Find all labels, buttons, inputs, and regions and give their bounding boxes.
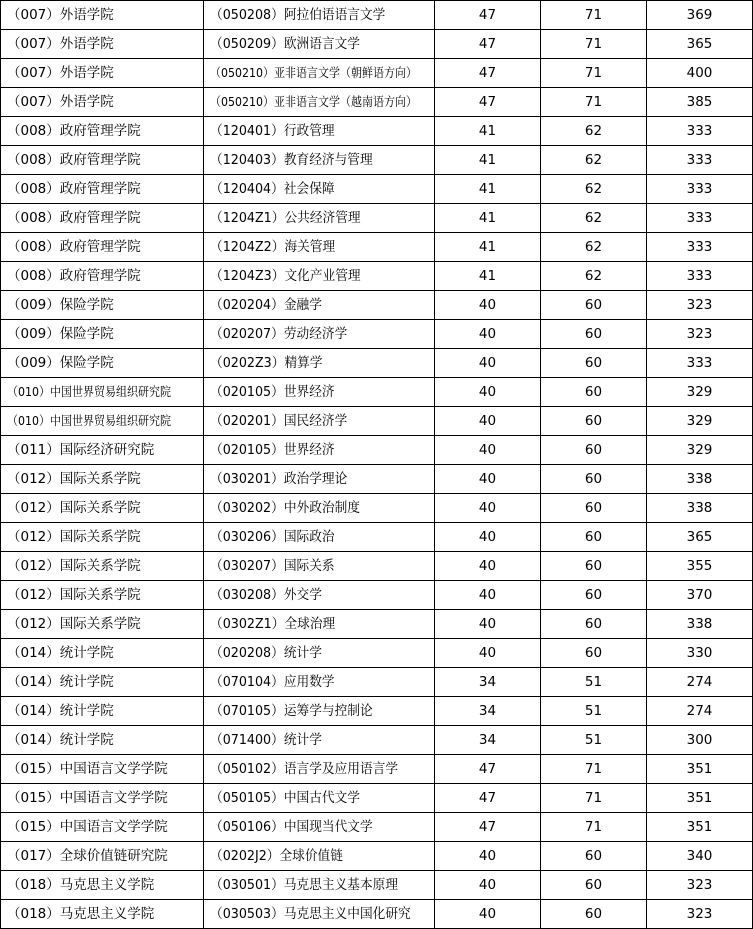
- table-row: [1, 30, 753, 59]
- college-label: （008）政府管理学院: [7, 209, 141, 226]
- college-label: （008）政府管理学院: [7, 238, 141, 255]
- cell-score-b: 51: [541, 668, 647, 697]
- table-row: [1, 494, 753, 523]
- college-label: （007）外语学院: [7, 64, 114, 81]
- cell-score-b: 71: [541, 30, 647, 59]
- college-label: （015）中国语言文学学院: [7, 789, 168, 806]
- cell-college: [1, 523, 204, 552]
- college-label: （008）政府管理学院: [7, 180, 141, 197]
- cell-major: [204, 813, 435, 842]
- cell-score-total: 351: [647, 755, 753, 784]
- table-row: [1, 523, 753, 552]
- cell-score-total: 340: [647, 842, 753, 871]
- cell-major: [204, 552, 435, 581]
- cell-score-b: 71: [541, 813, 647, 842]
- cell-score-b: 62: [541, 117, 647, 146]
- cell-score-a: 40: [435, 407, 541, 436]
- cell-major: [204, 407, 435, 436]
- cell-college: [1, 871, 204, 900]
- table-row: [1, 233, 753, 262]
- major-label: （050210）亚非语言文学（越南语方向）: [210, 93, 417, 109]
- cell-college: [1, 291, 204, 320]
- cell-major: [204, 175, 435, 204]
- cell-score-a: 41: [435, 175, 541, 204]
- cell-major: [204, 465, 435, 494]
- major-label: （030208）外交学: [210, 586, 322, 603]
- cell-score-b: 51: [541, 697, 647, 726]
- cell-college: [1, 494, 204, 523]
- cell-major: [204, 610, 435, 639]
- cell-score-total: 333: [647, 175, 753, 204]
- table-row: [1, 378, 753, 407]
- cell-score-b: 60: [541, 465, 647, 494]
- cell-score-a: 47: [435, 813, 541, 842]
- major-label: （030201）政治学理论: [210, 470, 348, 487]
- major-label: （0302Z1）全球治理: [210, 615, 336, 632]
- table-row: [1, 291, 753, 320]
- cell-major: [204, 204, 435, 233]
- college-label: （007）外语学院: [7, 6, 114, 23]
- cell-score-b: 60: [541, 320, 647, 349]
- table-body: [1, 1, 753, 929]
- cell-major: [204, 581, 435, 610]
- cell-score-b: 60: [541, 291, 647, 320]
- cell-major: [204, 668, 435, 697]
- table-row: [1, 262, 753, 291]
- cell-college: [1, 755, 204, 784]
- major-label: （050208）阿拉伯语语言文学: [210, 6, 386, 23]
- cell-score-a: 34: [435, 668, 541, 697]
- cell-score-total: 323: [647, 320, 753, 349]
- cell-score-a: 40: [435, 639, 541, 668]
- cell-score-b: 71: [541, 88, 647, 117]
- table-row: [1, 88, 753, 117]
- cell-score-a: 40: [435, 320, 541, 349]
- major-label: （030206）国际政治: [210, 528, 335, 545]
- cell-major: [204, 871, 435, 900]
- college-label: （011）国际经济研究院: [7, 441, 155, 458]
- college-label: （012）国际关系学院: [7, 499, 141, 516]
- major-label: （1204Z2）海关管理: [210, 238, 336, 255]
- cell-score-a: 41: [435, 233, 541, 262]
- cell-college: [1, 1, 204, 30]
- major-label: （050106）中国现当代文学: [210, 818, 373, 835]
- major-label: （050105）中国古代文学: [210, 789, 360, 806]
- cell-score-total: 400: [647, 59, 753, 88]
- cell-score-b: 60: [541, 494, 647, 523]
- cell-score-b: 60: [541, 900, 647, 929]
- cell-score-b: 62: [541, 262, 647, 291]
- cell-score-b: 60: [541, 610, 647, 639]
- cell-college: [1, 117, 204, 146]
- cell-major: [204, 697, 435, 726]
- cell-score-a: 47: [435, 30, 541, 59]
- cell-score-b: 62: [541, 204, 647, 233]
- college-label: （010）中国世界贸易组织研究院: [7, 383, 171, 399]
- cell-score-b: 60: [541, 581, 647, 610]
- major-label: （071400）统计学: [210, 731, 322, 748]
- college-label: （012）国际关系学院: [7, 470, 141, 487]
- cell-score-b: 51: [541, 726, 647, 755]
- college-label: （009）保险学院: [7, 296, 114, 313]
- college-label: （009）保险学院: [7, 325, 114, 342]
- cell-college: [1, 204, 204, 233]
- cell-major: [204, 494, 435, 523]
- cell-major: [204, 436, 435, 465]
- major-label: （020105）世界经济: [210, 383, 335, 400]
- cell-score-total: 338: [647, 610, 753, 639]
- cell-major: [204, 88, 435, 117]
- cell-score-total: 369: [647, 1, 753, 30]
- cell-major: [204, 262, 435, 291]
- college-label: （018）马克思主义学院: [7, 876, 155, 893]
- cell-score-b: 62: [541, 233, 647, 262]
- cell-college: [1, 88, 204, 117]
- cell-college: [1, 146, 204, 175]
- cell-score-b: 60: [541, 378, 647, 407]
- major-label: （030202）中外政治制度: [210, 499, 360, 516]
- cell-college: [1, 320, 204, 349]
- table-row: [1, 842, 753, 871]
- cell-major: [204, 726, 435, 755]
- cell-college: [1, 349, 204, 378]
- cell-college: [1, 639, 204, 668]
- cell-college: [1, 59, 204, 88]
- cell-major: [204, 146, 435, 175]
- cell-major: [204, 842, 435, 871]
- table-row: [1, 146, 753, 175]
- cell-score-a: 41: [435, 204, 541, 233]
- cell-major: [204, 784, 435, 813]
- major-label: （050209）欧洲语言文学: [210, 35, 360, 52]
- college-label: （009）保险学院: [7, 354, 114, 371]
- cell-score-b: 60: [541, 407, 647, 436]
- cell-score-b: 60: [541, 523, 647, 552]
- cell-major: [204, 639, 435, 668]
- table-row: [1, 697, 753, 726]
- cell-major: [204, 349, 435, 378]
- cell-score-a: 40: [435, 436, 541, 465]
- cell-score-total: 323: [647, 291, 753, 320]
- table-row: [1, 900, 753, 929]
- major-label: （120403）教育经济与管理: [210, 151, 373, 168]
- cell-major: [204, 378, 435, 407]
- cell-score-total: 338: [647, 465, 753, 494]
- major-label: （020208）统计学: [210, 644, 322, 661]
- college-label: （014）统计学院: [7, 731, 114, 748]
- cell-score-total: 329: [647, 436, 753, 465]
- cell-score-b: 71: [541, 755, 647, 784]
- cell-score-total: 355: [647, 552, 753, 581]
- major-label: （030503）马克思主义中国化研究: [210, 905, 411, 922]
- cell-score-a: 47: [435, 784, 541, 813]
- cell-score-total: 351: [647, 784, 753, 813]
- cell-score-a: 41: [435, 146, 541, 175]
- table-row: [1, 320, 753, 349]
- cell-score-total: 274: [647, 697, 753, 726]
- cell-score-b: 60: [541, 436, 647, 465]
- table-row: [1, 813, 753, 842]
- cell-college: [1, 436, 204, 465]
- cell-score-total: 365: [647, 30, 753, 59]
- cell-score-b: 60: [541, 552, 647, 581]
- cell-score-a: 40: [435, 871, 541, 900]
- table-row: [1, 610, 753, 639]
- cell-major: [204, 1, 435, 30]
- cell-major: [204, 523, 435, 552]
- table-row: [1, 175, 753, 204]
- cell-college: [1, 813, 204, 842]
- cell-score-total: 329: [647, 407, 753, 436]
- cell-score-b: 60: [541, 842, 647, 871]
- table-row: [1, 465, 753, 494]
- college-label: （012）国际关系学院: [7, 557, 141, 574]
- cell-score-total: 333: [647, 349, 753, 378]
- college-label: （010）中国世界贸易组织研究院: [7, 412, 171, 428]
- cell-score-b: 60: [541, 639, 647, 668]
- college-label: （008）政府管理学院: [7, 122, 141, 139]
- cell-college: [1, 175, 204, 204]
- major-label: （1204Z3）文化产业管理: [210, 267, 361, 284]
- cell-score-b: 71: [541, 59, 647, 88]
- college-label: （007）外语学院: [7, 93, 114, 110]
- major-label: （070104）应用数学: [210, 673, 335, 690]
- college-label: （012）国际关系学院: [7, 528, 141, 545]
- cell-major: [204, 291, 435, 320]
- table-row: [1, 1, 753, 30]
- cell-score-total: 333: [647, 117, 753, 146]
- cell-score-a: 34: [435, 697, 541, 726]
- cell-score-b: 71: [541, 1, 647, 30]
- cell-college: [1, 668, 204, 697]
- cell-score-total: 338: [647, 494, 753, 523]
- college-label: （015）中国语言文学学院: [7, 818, 168, 835]
- cell-score-total: 365: [647, 523, 753, 552]
- cell-score-total: 333: [647, 262, 753, 291]
- major-label: （020201）国民经济学: [210, 412, 348, 429]
- college-label: （014）统计学院: [7, 673, 114, 690]
- cell-score-total: 333: [647, 233, 753, 262]
- major-label: （020207）劳动经济学: [210, 325, 348, 342]
- cell-score-a: 41: [435, 117, 541, 146]
- major-label: （050102）语言学及应用语言学: [210, 760, 399, 777]
- cell-score-a: 40: [435, 291, 541, 320]
- cell-score-a: 47: [435, 755, 541, 784]
- college-label: （012）国际关系学院: [7, 586, 141, 603]
- cell-score-b: 71: [541, 784, 647, 813]
- cell-college: [1, 610, 204, 639]
- major-label: （020204）金融学: [210, 296, 322, 313]
- cell-score-total: 333: [647, 146, 753, 175]
- cell-score-a: 40: [435, 378, 541, 407]
- cell-score-a: 47: [435, 88, 541, 117]
- cell-major: [204, 59, 435, 88]
- cell-major: [204, 117, 435, 146]
- table-row: [1, 117, 753, 146]
- table-row: [1, 639, 753, 668]
- table-row: [1, 59, 753, 88]
- table-row: [1, 436, 753, 465]
- cell-college: [1, 378, 204, 407]
- cell-score-a: 40: [435, 610, 541, 639]
- table-row: [1, 552, 753, 581]
- cell-college: [1, 900, 204, 929]
- cell-score-a: 47: [435, 1, 541, 30]
- cell-score-total: 274: [647, 668, 753, 697]
- major-label: （1204Z1）公共经济管理: [210, 209, 361, 226]
- cell-score-b: 60: [541, 349, 647, 378]
- major-label: （030501）马克思主义基本原理: [210, 876, 399, 893]
- cell-college: [1, 697, 204, 726]
- cell-score-a: 40: [435, 494, 541, 523]
- cell-score-a: 41: [435, 262, 541, 291]
- major-label: （050210）亚非语言文学（朝鲜语方向）: [210, 64, 417, 80]
- cell-major: [204, 233, 435, 262]
- college-label: （007）外语学院: [7, 35, 114, 52]
- college-label: （015）中国语言文学学院: [7, 760, 168, 777]
- cell-score-total: 370: [647, 581, 753, 610]
- table-row: [1, 204, 753, 233]
- table-row: [1, 755, 753, 784]
- college-label: （008）政府管理学院: [7, 151, 141, 168]
- college-label: （014）统计学院: [7, 702, 114, 719]
- cell-college: [1, 407, 204, 436]
- major-label: （0202Z3）精算学: [210, 354, 323, 371]
- cell-score-b: 62: [541, 146, 647, 175]
- cell-score-a: 47: [435, 59, 541, 88]
- cell-score-total: 323: [647, 900, 753, 929]
- cell-score-a: 40: [435, 465, 541, 494]
- table-row: [1, 784, 753, 813]
- cell-college: [1, 784, 204, 813]
- cell-score-total: 323: [647, 871, 753, 900]
- table-row: [1, 581, 753, 610]
- cell-score-total: 385: [647, 88, 753, 117]
- table-row: [1, 871, 753, 900]
- major-label: （120401）行政管理: [210, 122, 335, 139]
- cell-college: [1, 842, 204, 871]
- cell-college: [1, 581, 204, 610]
- cell-major: [204, 900, 435, 929]
- cell-score-a: 40: [435, 842, 541, 871]
- cell-college: [1, 30, 204, 59]
- major-label: （0202J2）全球价值链: [210, 847, 343, 864]
- college-label: （018）马克思主义学院: [7, 905, 155, 922]
- major-label: （020105）世界经济: [210, 441, 335, 458]
- cell-score-total: 330: [647, 639, 753, 668]
- cell-score-b: 60: [541, 871, 647, 900]
- cell-college: [1, 726, 204, 755]
- cell-score-total: 300: [647, 726, 753, 755]
- cell-score-a: 40: [435, 581, 541, 610]
- cell-score-total: 333: [647, 204, 753, 233]
- cell-major: [204, 320, 435, 349]
- table-row: [1, 726, 753, 755]
- college-label: （014）统计学院: [7, 644, 114, 661]
- table-row: [1, 407, 753, 436]
- major-label: （030207）国际关系: [210, 557, 335, 574]
- cell-score-a: 40: [435, 349, 541, 378]
- table-row: [1, 668, 753, 697]
- college-label: （012）国际关系学院: [7, 615, 141, 632]
- table-row: [1, 349, 753, 378]
- cell-score-a: 40: [435, 552, 541, 581]
- major-label: （070105）运筹学与控制论: [210, 702, 373, 719]
- college-label: （008）政府管理学院: [7, 267, 141, 284]
- cell-college: [1, 262, 204, 291]
- college-label: （017）全球价值链研究院: [7, 847, 168, 864]
- cell-score-a: 40: [435, 523, 541, 552]
- cell-major: [204, 755, 435, 784]
- cell-score-b: 62: [541, 175, 647, 204]
- cell-score-a: 34: [435, 726, 541, 755]
- cell-score-a: 40: [435, 900, 541, 929]
- cell-score-total: 351: [647, 813, 753, 842]
- major-label: （120404）社会保障: [210, 180, 335, 197]
- cell-college: [1, 233, 204, 262]
- cell-score-total: 329: [647, 378, 753, 407]
- cell-major: [204, 30, 435, 59]
- cell-college: [1, 552, 204, 581]
- cell-college: [1, 465, 204, 494]
